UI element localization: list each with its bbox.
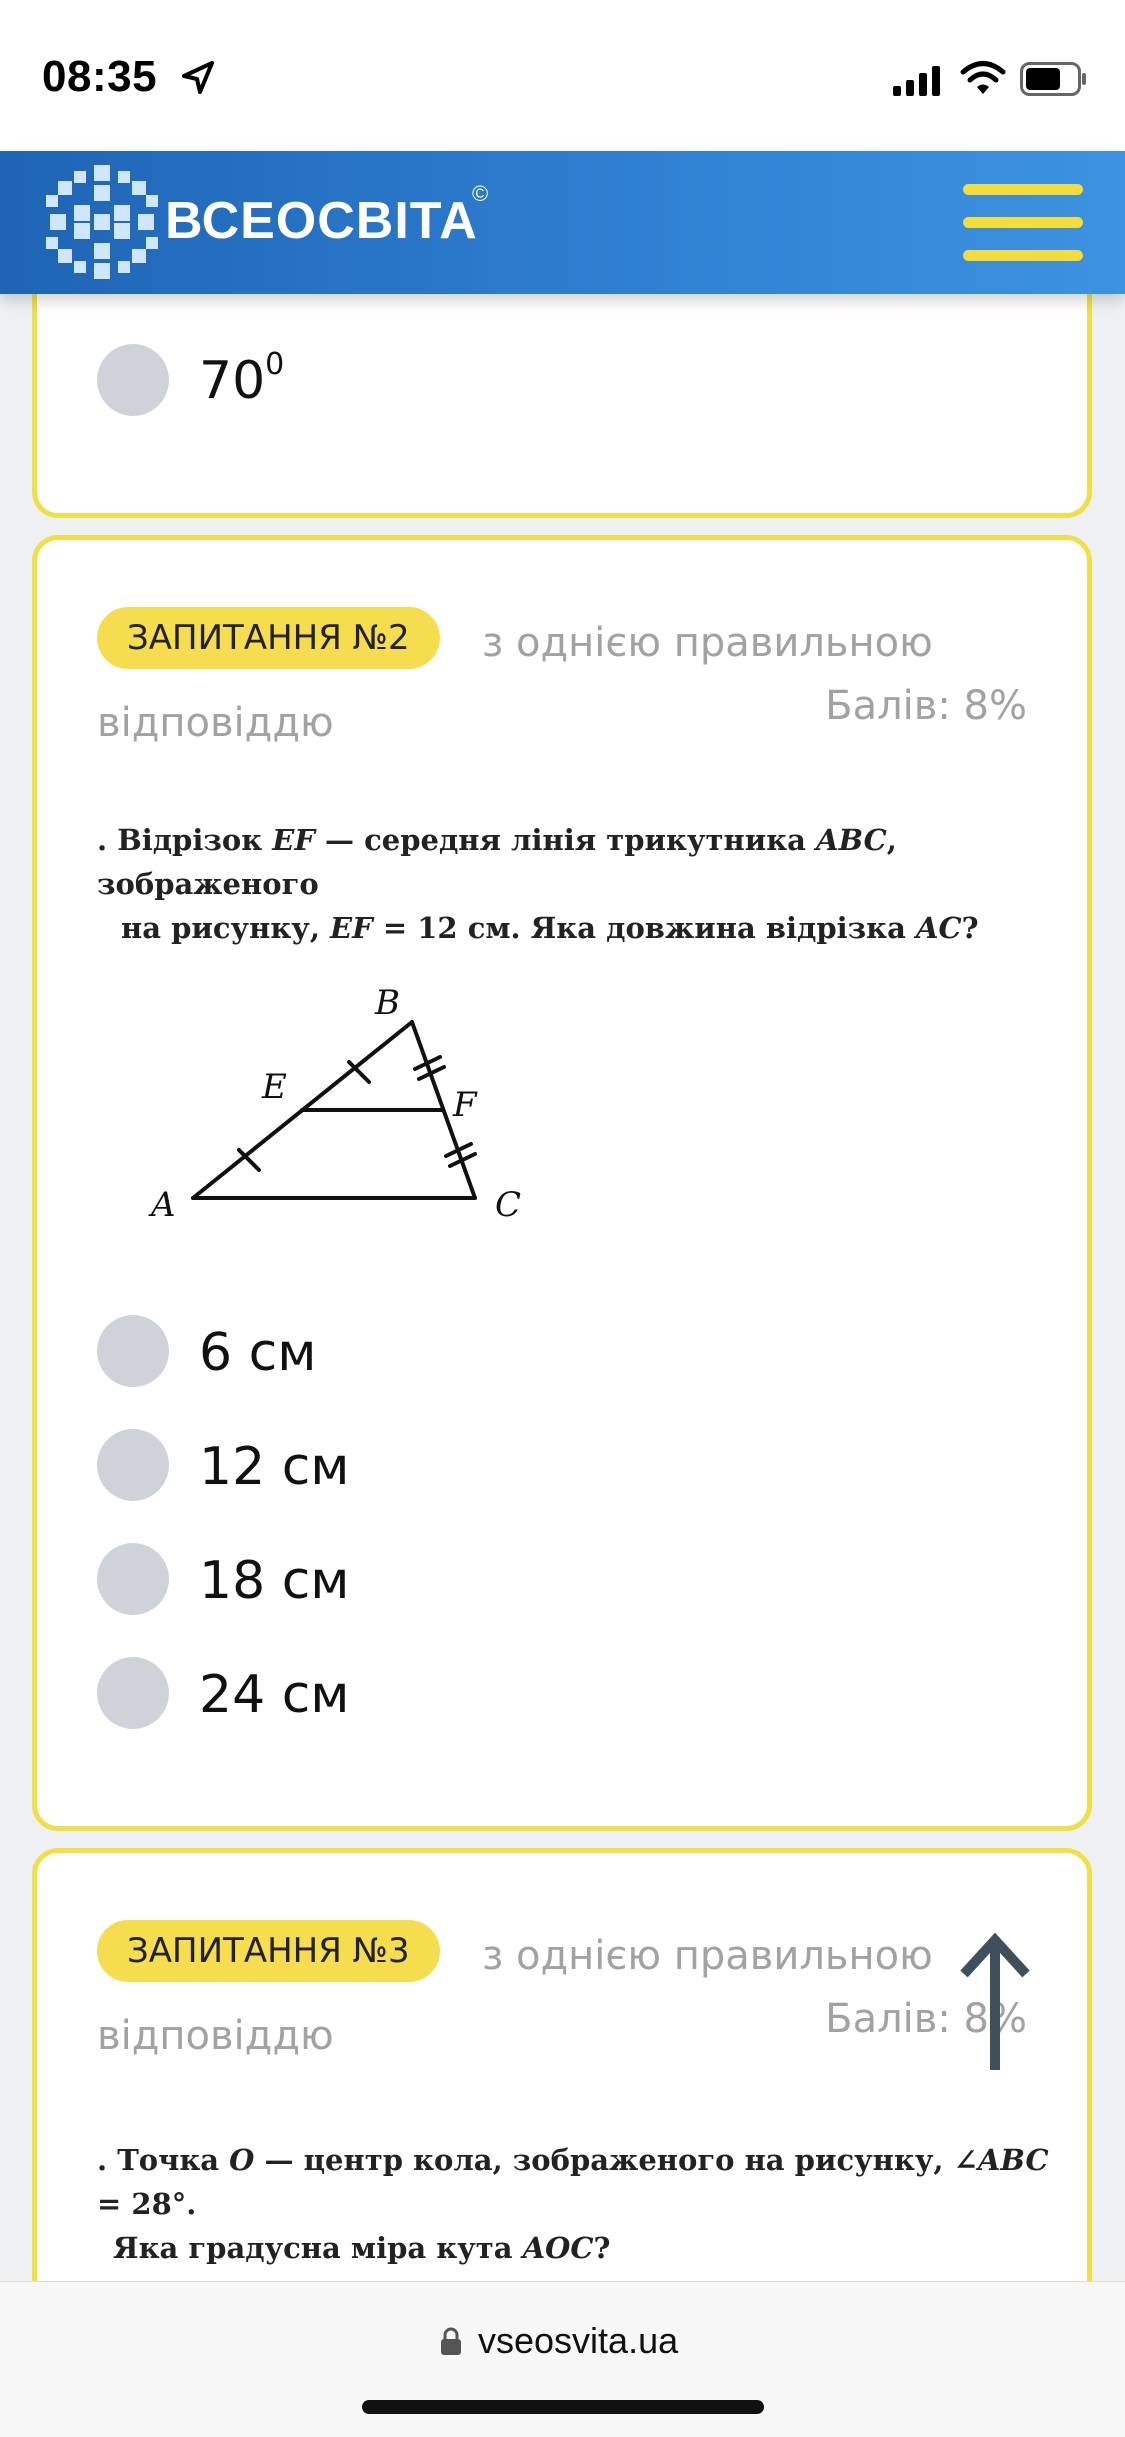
answer-radio[interactable] xyxy=(97,344,169,416)
url-text[interactable]: vseosvita.ua xyxy=(478,2320,679,2361)
vertex-label-a: A xyxy=(151,1185,176,1225)
page-content xyxy=(0,151,1125,2281)
question-card-3 xyxy=(32,1848,1092,2281)
question-text: . Точка O — центр кола, зображеного на рисунку, ∠ABC = 28°. Яка градусна міра кута AOC? xyxy=(97,2143,1049,2265)
question-type-label: з однією правильною xyxy=(482,1933,933,1979)
answer-option-label: 24 см xyxy=(199,1665,350,1725)
scroll-to-top-arrow-icon[interactable] xyxy=(960,1930,1030,2075)
answer-option-label: $70^0$ xyxy=(199,346,285,411)
battery-icon xyxy=(1020,62,1088,96)
question-type-label-continued: відповіддю xyxy=(97,700,334,746)
question-number-badge: ЗАПИТАННЯ №3 xyxy=(97,1920,440,1982)
question-type-label-continued: відповіддю xyxy=(97,2013,334,2059)
point-label-f: F xyxy=(453,1085,477,1125)
copyright-mark: © xyxy=(472,181,489,206)
answer-radio-3[interactable] xyxy=(97,1543,169,1615)
question-number-badge: ЗАПИТАННЯ №2 xyxy=(97,607,440,669)
lock-icon xyxy=(440,2326,462,2356)
status-time: 08:35 xyxy=(42,52,158,101)
cellular-signal-icon xyxy=(893,66,945,96)
vertex-label-b: B xyxy=(375,983,400,1023)
hamburger-menu-icon[interactable] xyxy=(963,184,1083,262)
home-indicator[interactable] xyxy=(362,2400,764,2414)
question-points: Балів: 8% xyxy=(825,1996,1027,2042)
status-bar xyxy=(0,0,1125,151)
point-label-e: E xyxy=(262,1067,287,1107)
question-points: Балів: 8% xyxy=(825,683,1027,729)
answer-radio-1[interactable] xyxy=(97,1315,169,1387)
triangle-figure xyxy=(117,958,587,1228)
answer-radio-2[interactable] xyxy=(97,1429,169,1501)
answer-radio-4[interactable] xyxy=(97,1657,169,1729)
location-arrow-icon xyxy=(180,60,216,96)
answer-option-label: 12 см xyxy=(199,1437,350,1497)
vertex-label-c: C xyxy=(495,1185,522,1225)
question-card-2 xyxy=(32,535,1092,1831)
logo-text[interactable]: ВСЕОСВІТА xyxy=(165,192,478,250)
answer-option-label: 6 см xyxy=(199,1323,317,1383)
wifi-icon xyxy=(960,60,1006,96)
site-header xyxy=(0,151,1125,294)
snowflake-logo-icon[interactable] xyxy=(44,161,160,283)
question-text: . Відрізок EF — середня лінія трикутника ABC, зображеного на рисунку, EF = 12 см. Яка довжина відрізка AC? xyxy=(97,823,979,945)
browser-address-bar[interactable] xyxy=(0,2281,1125,2437)
question-type-label: з однією правильною xyxy=(482,620,933,666)
answer-option-label: 18 см xyxy=(199,1551,350,1611)
